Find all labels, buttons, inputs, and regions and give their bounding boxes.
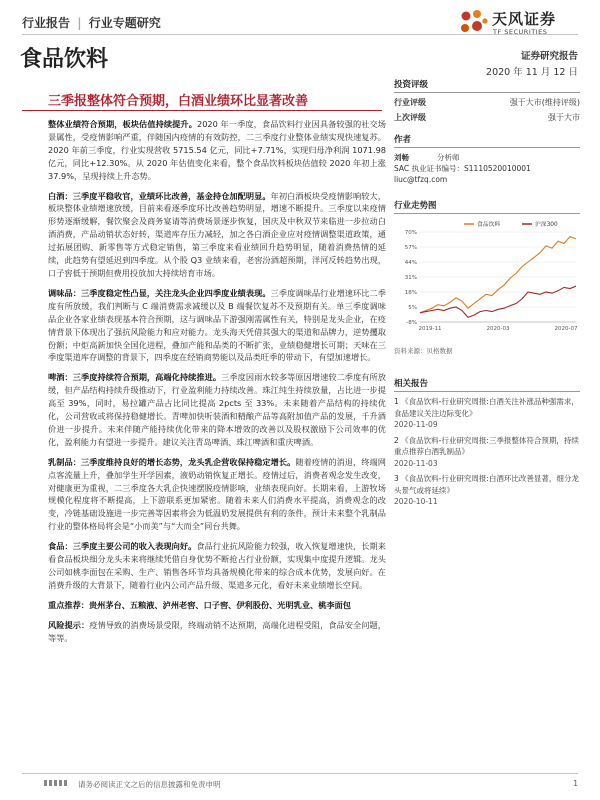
paragraph-text: 贵州茅台、五粮液、泸州老窖、口子窖、伊利股份、光明乳业、桃李面包 [88, 599, 351, 610]
report-headline: 三季报整体符合预期，白酒业绩环比显著改善 [48, 94, 309, 109]
prev-rating-value: 强于大市 [548, 113, 580, 122]
breadcrumb [22, 14, 161, 31]
logo-cn-text: 天风证券 [492, 10, 557, 28]
sidebar [394, 78, 580, 512]
paragraph-text: 2020 年一季度，食品饮料行业因具备较强的社交场景属性，受疫情影响严重，伴随国内疫情的有效防控，二三季度行业整体业绩实现快速复苏。2020 年前三季度，行业实现营收 5715.54 亿元，同比+7.71%，实现归母净利润 1071.98 亿元，同比+12.30%。从 2020 年估值变化来看，整个食品饮料板块估值较 2020 年初上涨 37.9%，呈现持续上升态势。 [48, 119, 386, 181]
author-sac: SAC 执业证书编号：S1110520010001 [394, 164, 531, 173]
y-tick-label: 31% [404, 275, 417, 281]
author-name: 刘畅 [394, 153, 409, 162]
body-paragraph [48, 287, 386, 364]
prev-rating-row [394, 112, 580, 123]
y-tick-label: 18% [404, 290, 417, 296]
rating-heading: 投资评级 [394, 78, 580, 93]
y-tick-label: 44% [404, 260, 417, 266]
headline-divider [22, 110, 382, 111]
related-date: 2020-11-03 [394, 458, 438, 468]
paragraph-text: 疫情导致的消费场景受限，终端动销不达预期，高端化进程受阻，食品安全问题，等等。 [48, 619, 386, 643]
footer-disclaimer: 请务必阅读正文之后的信息披露和免责申明 [78, 780, 221, 789]
paragraph-lead: 重点推荐： [48, 599, 89, 610]
series-line-csi300 [420, 286, 576, 317]
chart-source: 资料来源：贝格数据 [394, 347, 453, 355]
author-role: 分析师 [437, 153, 460, 162]
related-item[interactable] [394, 396, 580, 431]
report-date: 2020 年 11 月 12 日 [486, 67, 578, 78]
paragraph-lead: 食品：三季度主要公司的收入表现向好。 [48, 541, 197, 552]
related-date: 2020-10-11 [394, 497, 438, 506]
paragraph-lead: 风险提示： [48, 619, 90, 630]
y-tick-label: 70% [404, 230, 417, 236]
footer-bar-icon [44, 778, 70, 788]
paragraph-text: 食品行业抗风险能力较强，收入恢复增速快，长期来看食品板块细分龙头未来将继续凭借自身优势不断抢占行业份额，实现集中度提升逻辑。龙头公司如桃李面包在采购、生产、销售各环节均具备规模化带来的综合成本优势，发展向好。在消费升级的大背景下，随着行业内公司产品升级、渠道多元化，看好未来业绩增长空间。 [48, 541, 386, 590]
key-picks [48, 599, 386, 612]
y-tick-label: -8% [406, 320, 417, 326]
y-tick-label: 5% [408, 305, 417, 311]
logo-en-text: TF SECURITIES [493, 28, 548, 36]
crumb-separator: | [77, 16, 82, 30]
trend-chart-svg [394, 218, 580, 338]
author-email[interactable]: liuc@tfzq.com [394, 175, 448, 184]
related-title: 3 《食品饮料-行业研究周报:白酒环比改善显著，细分龙头景气或将延续》 [394, 474, 579, 495]
body-paragraph [48, 540, 386, 592]
top-divider [22, 34, 578, 35]
paragraph-text: 随着疫情的消退，终端网点客流量上升，叠加学生开学因素，液奶动销恢复正增长。疫情过后，消费者观念发生改变，对健康更为重视，二三季度各大乳企快速摆脱疫情影响，业绩表现向好。长期来看，上游牧场规模化程度将不断提高，上下游联系更加紧密。随着未来人们消费水平提高，消费观念的改变，冷链基础设施进一步完善等因素将会为低温奶发展提供有利的条件，预计未来整个乳制品行业的整体格局将会是“小而美”与“大而全”同台共舞。 [48, 456, 386, 532]
related-item[interactable] [394, 435, 580, 470]
paragraph-lead: 乳制品：三季度维持良好的增长态势，龙头乳企营收保持稳定增长。 [48, 456, 296, 467]
main-body [48, 118, 386, 652]
crumb-report: 行业报告 [22, 16, 71, 30]
paragraph-lead: 整体业绩符合预期，板块估值持续提升。 [48, 119, 197, 129]
legend-label: 食品饮料 [477, 222, 501, 228]
paragraph-text: 年初白酒板块受疫情影响较大，板块整体业绩增速放缓，目前来看逐季度环比改善趋势明显，增速不断提升。三季度以来疫情形势逐渐缓解，餐饮聚会及商务宴请等消费场景逐步恢复，国庆及中秋双节来临进一步拉动白酒消费，产品动销状态好转，渠道库存压力减轻，加之各白酒企业应对疫情调整渠道政策，通过拓展团购、新零售等方式稳定销售，第三季度来看业绩回升趋势明显，随着消费热情的延续，此趋势有望延迟到四季度。从个股 Q3 业绩来看，老窖汾酒超预期，洋河反转趋势出现，口子窖低于预期但费用投放加大持续培育市场。 [48, 190, 386, 278]
y-tick-label: 57% [404, 245, 417, 251]
paragraph-text: 三季度因雨水较多等原因增速较二季度有所放缓，但产品结构持续升级推动下，行业盈利能力持续改善。珠江纯生持续放量，占比进一步提高至 39%，同时，易拉罐产品占比同比提高 2pcts 至 33%。未来随着产品结构的持续优化，公司营收或将保持稳健增长。青啤加快听装酒和精酿产品等高附加值产品的发展，千升酒价进一步提升。未来伴随产能持续优化带来的降本增效的改善以及股权激励下公司效率的优化，盈利能力有望进一步提升。建议关注青岛啤酒、珠江啤酒和重庆啤酒。 [48, 372, 386, 447]
related-list [394, 396, 580, 508]
related-title: 2 《食品饮料-行业研究周报:三季报整体符合预期，持续重点推荐白酒乳制品》 [394, 435, 579, 456]
related-date: 2020-11-09 [394, 420, 438, 429]
author-heading: 作者 [394, 133, 580, 148]
trend-heading: 行业走势图 [394, 199, 580, 214]
report-type: 证券研究报告 [520, 51, 578, 62]
paragraph-text: 三季度调味品行业增速环比二季度有所放缓，我们判断与 C 端消费需求减缓以及 B 端餐饮复苏不及预期有关。单三季度调味品企业各家业绩表现基本符合预期，这与调味品下游强刚需属性有关，特别是龙头企业，在疫情背景下体现出了强抗风险能力和应对能力。龙头海天凭借其强大的渠道和品牌力，逆势攫取份额；中炬高新加快全国化进程，叠加产能和品类的不断扩张，业绩稳健增长可期；天味在三季度渠道库存调整的背景下，四季度在经销商势能以及品类旺季的带动下，有望加速增长。 [48, 287, 386, 363]
paragraph-lead: 调味品：三季度稳定性凸显，关注龙头企业四季度业绩表现。 [48, 287, 271, 298]
related-title: 1 《食品饮料-行业研究周报:白酒关注补涨品种强需求，食品建议关注边际变化》 [394, 397, 579, 418]
footer-divider [22, 773, 578, 774]
legend-label: 沪深300 [535, 222, 558, 228]
rating-label: 行业评级 [394, 98, 426, 107]
body-paragraph [48, 190, 386, 280]
paragraph-lead: 啤酒：三季度持续符合预期，高端化持续推进。 [48, 372, 222, 383]
x-tick-label: 2020-07 [554, 326, 578, 332]
prev-rating-label: 上次评级 [394, 113, 426, 122]
x-tick-label: 2020-03 [486, 326, 510, 332]
body-paragraph [48, 371, 386, 448]
body-paragraph [48, 456, 386, 533]
body-paragraph [48, 118, 386, 183]
rating-value: 强于大市(维持评级) [509, 98, 580, 107]
page-number: 1 [573, 779, 578, 788]
related-heading: 相关报告 [394, 377, 580, 392]
industry-title: 食品饮料 [20, 47, 109, 72]
crumb-topic: 行业专题研究 [88, 16, 161, 30]
author-block [394, 152, 580, 185]
rating-row [394, 97, 580, 108]
paragraph-lead: 白酒：三季度平稳收官，业绩环比改善，基金持仓加配明显。 [48, 190, 271, 201]
brand-logo [458, 8, 578, 42]
related-item[interactable] [394, 473, 580, 508]
risk-warning [48, 619, 386, 645]
x-tick-label: 2019-11 [418, 326, 442, 332]
trend-chart [394, 218, 580, 338]
series-line-food-beverage [420, 237, 576, 313]
